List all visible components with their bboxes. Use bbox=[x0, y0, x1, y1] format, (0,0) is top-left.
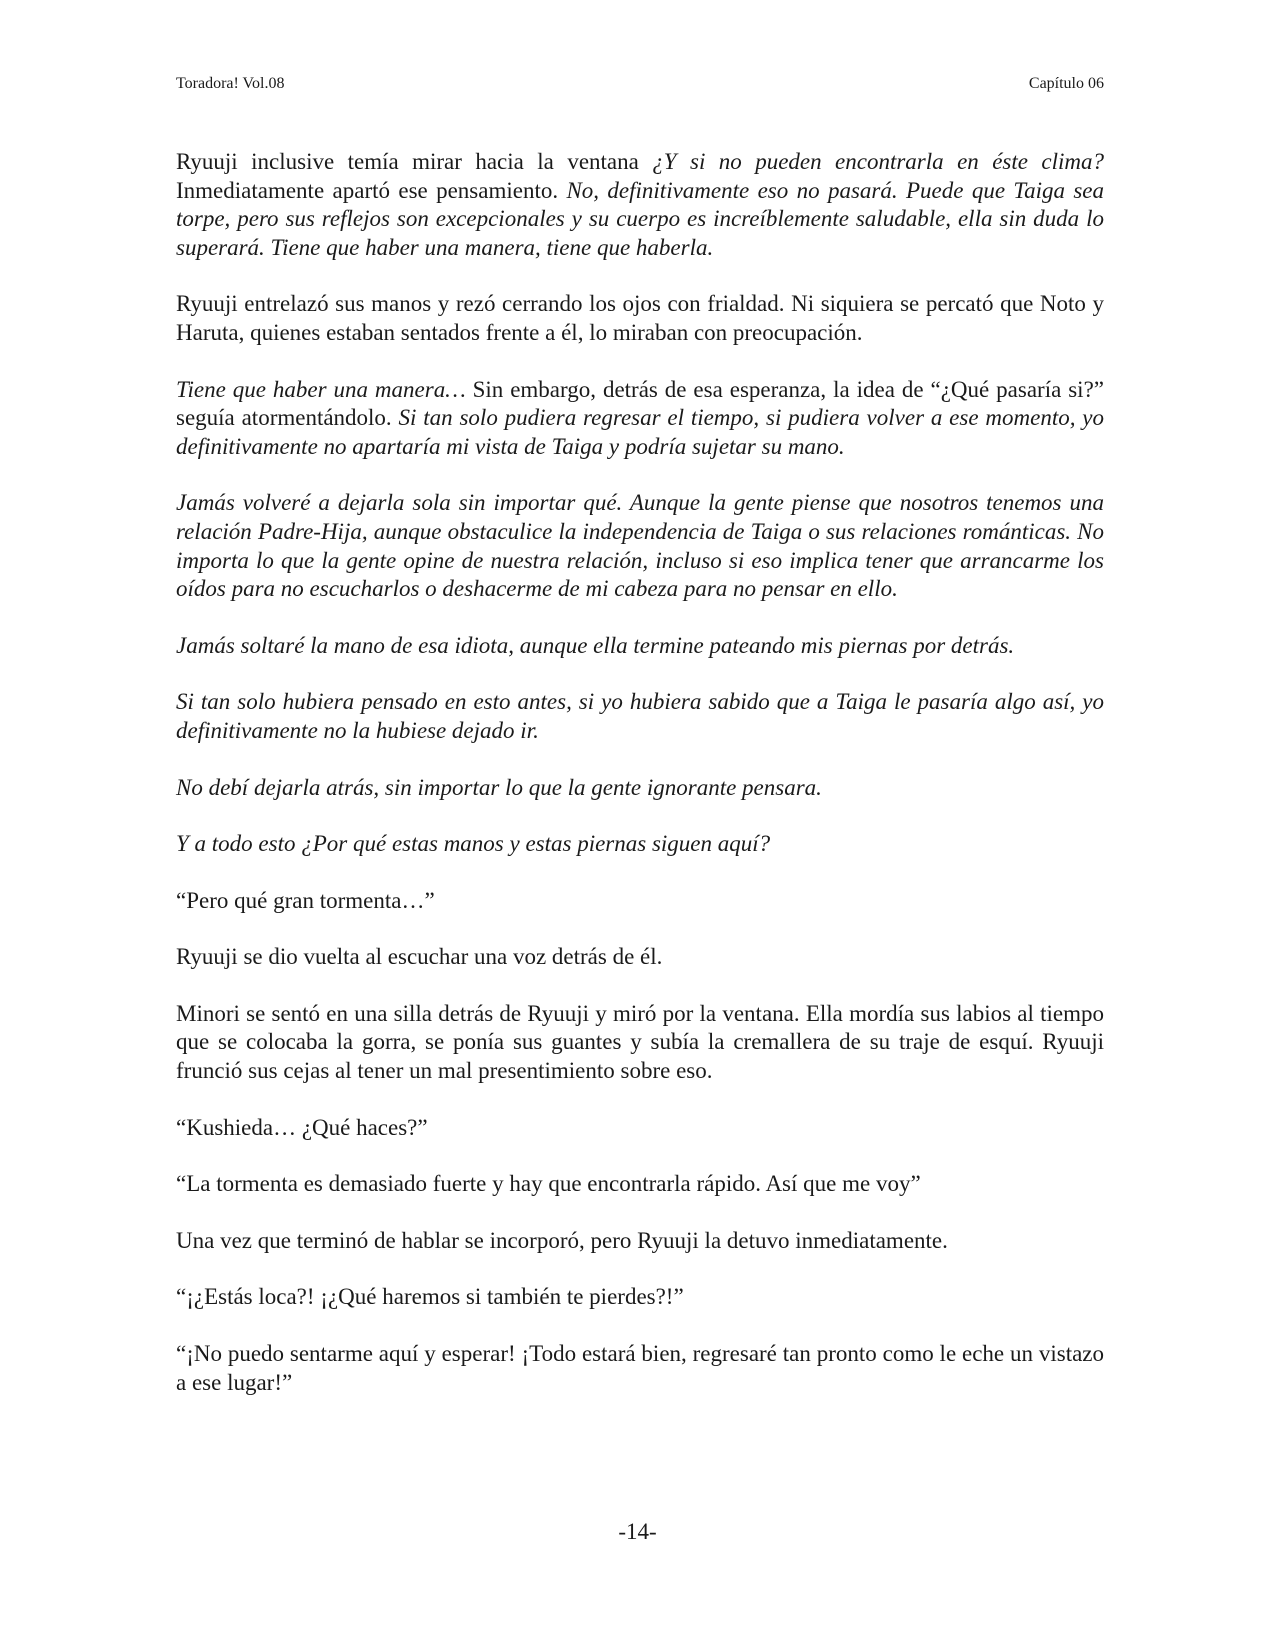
paragraph-7-thought: No debí dejarla atrás, sin importar lo que la gente ignorante pensara. bbox=[176, 774, 822, 800]
paragraph-12: “Kushieda… ¿Qué haces?” bbox=[176, 1114, 428, 1140]
paragraph-16: “¡No puedo sentarme aquí y esperar! ¡Todo estará bien, regresaré tan pronto como le eche un vistazo a ese lugar!” bbox=[176, 1341, 1104, 1395]
paragraph-7 bbox=[176, 774, 1104, 803]
paragraph-3-thought-b: Si tan solo pudiera regresar el tiempo, si pudiera volver a ese momento, yo definitivamente no apartaría mi vista de Taiga y podría sujetar su mano. bbox=[176, 405, 1104, 459]
paragraph-8-thought: Y a todo esto ¿Por qué estas manos y estas piernas siguen aquí? bbox=[176, 831, 771, 857]
paragraph-1-text-b: Inmediatamente apartó ese pensamiento. bbox=[176, 177, 567, 203]
paragraph-4-thought: Jamás volveré a dejarla sola sin importar qué. Aunque la gente piense que nosotros tenemos una relación Padre-Hija, aunque obstaculice la independencia de Taiga o sus relaciones románticas. No importa lo que la gente opine de nuestra relación, incluso si eso implica tener que arrancarme los oídos para no escucharlos o deshacerme de mi cabeza para no pensar en ello. bbox=[176, 490, 1104, 602]
paragraph-1 bbox=[176, 148, 1104, 262]
paragraph-8 bbox=[176, 830, 1104, 859]
paragraph-6-thought: Si tan solo hubiera pensado en esto antes, si yo hubiera sabido que a Taiga le pasaría algo así, yo definitivamente no la hubiese dejado ir. bbox=[176, 689, 1104, 743]
paragraph-1-text-a: Ryuuji inclusive temía mirar hacia la ventana bbox=[176, 149, 653, 174]
paragraph-5 bbox=[176, 632, 1104, 661]
page-body bbox=[176, 148, 1104, 1425]
paragraph-3-text: Sin embargo, detrás de esa esperanza, la idea de “¿Qué pasaría si?” seguía atormentándolo. bbox=[176, 376, 1104, 431]
paragraph-13: “La tormenta es demasiado fuerte y hay que encontrarla rápido. Así que me voy” bbox=[176, 1171, 921, 1197]
paragraph-11: Minori se sentó en una silla detrás de Ryuuji y miró por la ventana. Ella mordía sus labios al tiempo que se colocaba la gorra, se ponía sus guantes y subía la cremallera de su traje de esquí. Ryuuji frunció sus cejas al tener un mal presentimiento sobre eso. bbox=[176, 1000, 1104, 1084]
paragraph-3 bbox=[176, 376, 1104, 462]
page-footer bbox=[0, 1518, 1275, 1546]
paragraph-15: “¡¿Estás loca?! ¡¿Qué haremos si también te pierdes?!” bbox=[176, 1284, 684, 1310]
paragraph-14: Una vez que terminó de hablar se incorporó, pero Ryuuji la detuvo inmediatamente. bbox=[176, 1227, 948, 1253]
paragraph-3-thought-a: Tiene que haber una manera… bbox=[176, 376, 466, 402]
paragraph-2: Ryuuji entrelazó sus manos y rezó cerrando los ojos con frialdad. Ni siquiera se percató que Noto y Haruta, quienes estaban sentados frente a él, lo miraban con preocupación. bbox=[176, 291, 1104, 345]
paragraph-1-thought-a: ¿Y si no pueden encontrarla en éste clima? bbox=[652, 149, 1105, 174]
paragraph-5-thought: Jamás soltaré la mano de esa idiota, aunque ella termine pateando mis piernas por detrás. bbox=[176, 632, 1015, 658]
paragraph-1-thought-b: No, definitivamente eso no pasará. Puede que Taiga sea torpe, pero sus reflejos son excepcionales y su cuerpo es increíblemente saludable, ella sin duda lo superará. Tiene que haber una manera, tiene que haberla. bbox=[176, 177, 1105, 260]
paragraph-10: Ryuuji se dio vuelta al escuchar una voz detrás de él. bbox=[176, 944, 663, 970]
page-header bbox=[176, 72, 1104, 96]
header-chapter: Capítulo 06 bbox=[1028, 75, 1104, 92]
paragraph-4 bbox=[176, 489, 1104, 603]
header-book-title: Toradora! Vol.08 bbox=[176, 75, 285, 92]
paragraph-6 bbox=[176, 688, 1104, 745]
page-number: -14- bbox=[618, 1519, 657, 1544]
paragraph-9: “Pero qué gran tormenta…” bbox=[176, 887, 435, 913]
